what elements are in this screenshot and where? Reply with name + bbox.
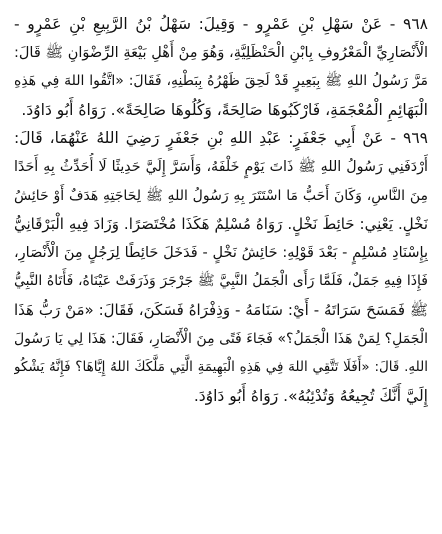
text-line: بِإِسْنَادِ مُسْلِمٍ - بَعْدَ قَوْلِهِ: حَائِشُ نَخْلٍ - فَدَخَلَ حَائِطًا لِرَجُلٍ مِنَ الْأَنْصَارِ، bbox=[14, 244, 428, 261]
text-line: ﷺ فَمَسَحَ سَرَاتَهُ - أَيْ: سَنَامَهُ - وَذِفْرَاهُ فَسَكَنَ، فَقَالَ: «مَنْ رَبُّ هَذَا bbox=[14, 300, 428, 319]
text-line: الْجَمَلِ؟ لِمَنْ هَذَا الْجَمَلُ؟» فَجَاءَ فَتًى مِنَ الْأَنْصَارِ، فَقَالَ: هَذَا لِي يَا رَسُولَ bbox=[14, 330, 428, 347]
hadith-968 bbox=[14, 10, 428, 124]
text-line: إِلَيَّ أَنَّكَ تُجِيعُهُ وَتُدْئِبُهُ». رَوَاهُ أَبُو دَاوُدَ. bbox=[193, 386, 428, 405]
text-line: ٩٦٨ - عَنْ سَهْلِ بْنِ عَمْرٍو - وَقِيلَ: سَهْلُ بْنُ الرَّبِيعِ بْنِ عَمْرٍو - bbox=[14, 15, 428, 33]
text-line: نَخْلٍ. يَعْنِي: حَائِطَ نَخْلٍ. رَوَاهُ مُسْلِمٌ هَكَذَا مُخْتَصَرًا. وَزَادَ فِيهِ الْبَرْقَانِيُّ bbox=[14, 215, 428, 234]
text-line: فَإِذَا فِيهِ جَمَلٌ، فَلَمَّا رَأَى الْجَمَلُ النَّبِيَّ ﷺ جَرْجَرَ وَذَرَفَتْ عَيْنَاهُ، فَأَتَاهُ النَّبِيُّ bbox=[14, 273, 428, 290]
text-line: ٩٦٩ - عَنْ أَبِي جَعْفَرٍ: عَبْدِ اللهِ بْنِ جَعْفَرٍ رَضِيَ اللهُ عَنْهُمَا، قَالَ: bbox=[14, 129, 428, 148]
text-line: الْبَهَائِمِ الْمُعْجَمَةِ، فَارْكَبُوهَا صَالِحَةً، وَكُلُوهَا صَالِحَةً». رَوَاهُ أَبُو دَاوُدَ. bbox=[21, 100, 428, 119]
text-line: مِنَ النَّاسِ، وَكَانَ أَحَبُّ مَا اسْتَتَرَ بِهِ رَسُولُ اللهِ ﷺ لِحَاجَتِهِ هَدَفٌ أَوْ حَائِشُ bbox=[14, 187, 428, 204]
text-line: اللهِ. قَالَ: «أَفَلَا تَتَّقِي اللهَ فِي هَذِهِ الْبَهِيمَةِ الَّتِي مَلَّكَكَ اللهُ إِيَّاهَا؟ فَإِنَّهُ يَشْكُو bbox=[14, 359, 428, 376]
text-line: الْأَنْصَارِيِّ الْمَعْرُوفِ بِابْنِ الْحَنْظَلِيَّةِ، وَهُوَ مِنْ أَهْلِ بَيْعَةِ الرِّضْوَانِ ﷺ قَالَ: bbox=[14, 44, 428, 61]
text-line: مَرَّ رَسُولُ اللهِ ﷺ بِبَعِيرٍ قَدْ لَحِقَ ظَهْرُهُ بِبَطْنِهِ، فَقَالَ: «اتَّقُوا اللهَ فِي هَذِهِ bbox=[14, 73, 428, 90]
text-line: أَرْدَفَنِي رَسُولُ اللهِ ﷺ ذَاتَ يَوْمٍ خَلْفَهُ، وَأَسَرَّ إِلَيَّ حَدِيثًا لَا أُحَدِّثُ بِهِ أَحَدًا bbox=[14, 158, 428, 175]
hadith-969 bbox=[14, 124, 428, 410]
